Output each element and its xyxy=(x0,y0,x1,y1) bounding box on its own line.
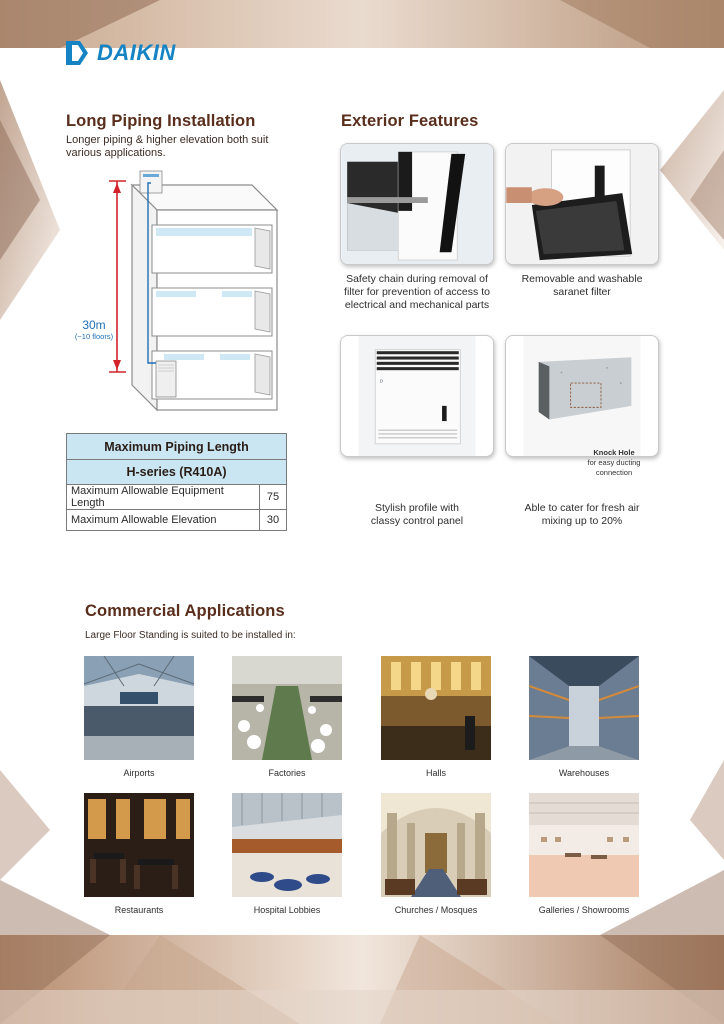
app-label-warehouses: Warehouses xyxy=(558,768,610,778)
hospital-lobbies-photo xyxy=(232,793,342,897)
caption-line: Safety chain during removal of xyxy=(346,273,488,285)
app-label-halls: Halls xyxy=(425,768,446,778)
app-label-airports: Airports xyxy=(123,768,155,778)
feature-photo-knock-hole xyxy=(505,335,659,457)
daikin-logo-icon xyxy=(66,41,96,65)
knock-hole-callout xyxy=(574,448,654,478)
feature-photo-unit-front xyxy=(340,335,494,457)
restaurant-photo-icon xyxy=(84,793,194,897)
restaurants-photo xyxy=(84,793,194,897)
galleries-showrooms-photo xyxy=(529,793,639,897)
table-header: Maximum Piping Length xyxy=(67,434,287,460)
feature-photo-saranet-filter xyxy=(505,143,659,265)
piping-title: Long Piping Installation xyxy=(66,112,256,130)
hospital-lobby-photo-icon xyxy=(232,793,342,897)
table-series: H-series (R410A) xyxy=(67,460,287,485)
callout-line: connection xyxy=(595,468,633,477)
callout-line: for easy ducting xyxy=(587,458,641,467)
row-label: Maximum Allowable Elevation xyxy=(67,510,260,531)
church-photo-icon xyxy=(381,793,491,897)
row-value: 30 xyxy=(260,510,287,531)
churches-mosques-photo xyxy=(381,793,491,897)
factory-photo-icon xyxy=(232,656,342,760)
caption-line: Able to cater for fresh air xyxy=(524,502,640,514)
airports-photo xyxy=(84,656,194,760)
caption-line: classy control panel xyxy=(370,515,464,527)
app-label-galleries-showrooms: Galleries / Showrooms xyxy=(538,905,630,915)
commercial-title: Commercial Applications xyxy=(85,602,285,620)
app-label-hospital-lobbies: Hospital Lobbies xyxy=(253,905,321,915)
feature-caption-3 xyxy=(332,502,502,528)
row-value: 75 xyxy=(260,485,287,510)
caption-line: saranet filter xyxy=(553,286,611,298)
indoor-unit-icon xyxy=(156,361,176,397)
row-label: Maximum Allowable Equipment Length xyxy=(67,485,260,510)
brand-name: DAIKIN xyxy=(97,40,176,65)
exterior-title: Exterior Features xyxy=(341,112,479,130)
table-row xyxy=(67,485,287,510)
warehouses-photo xyxy=(529,656,639,760)
app-label-restaurants: Restaurants xyxy=(114,905,164,915)
unit-brand-mark: D xyxy=(379,378,384,384)
height-label: 30m xyxy=(82,318,106,332)
callout-title: Knock Hole xyxy=(593,448,635,457)
caption-line: Stylish profile with xyxy=(374,502,460,514)
piping-subtitle xyxy=(66,134,268,160)
caption-line: mixing up to 20% xyxy=(541,515,623,527)
feature-caption-2 xyxy=(497,273,667,299)
height-arrow xyxy=(109,181,126,372)
warehouse-photo-icon xyxy=(529,656,639,760)
unit-front-photo-icon xyxy=(341,336,493,456)
commercial-subtitle: Large Floor Standing is suited to be installed in: xyxy=(85,630,296,641)
app-label-churches-mosques: Churches / Mosques xyxy=(394,905,478,915)
height-note: (~10 floors) xyxy=(74,332,114,341)
piping-subtitle-line-2: various applications. xyxy=(66,147,166,159)
feature-caption-4 xyxy=(497,502,667,528)
caption-line: electrical and mechanical parts xyxy=(344,299,490,311)
building-diagram xyxy=(100,165,285,415)
caption-line: Removable and washable xyxy=(521,273,643,285)
airport-photo-icon xyxy=(84,656,194,760)
feature-photo-filter-removal xyxy=(340,143,494,265)
saranet-filter-photo-icon xyxy=(506,144,658,264)
height-label-group xyxy=(70,318,118,341)
caption-line: filter for prevention of access to xyxy=(344,286,490,298)
factories-photo xyxy=(232,656,342,760)
app-label-factories: Factories xyxy=(268,768,306,778)
daikin-logo xyxy=(66,40,176,66)
piping-length-table xyxy=(66,433,287,531)
gallery-photo-icon xyxy=(529,793,639,897)
table-row xyxy=(67,510,287,531)
hall-photo-icon xyxy=(381,656,491,760)
halls-photo xyxy=(381,656,491,760)
piping-subtitle-line-1: Longer piping & higher elevation both suit xyxy=(66,134,269,146)
feature-caption-1 xyxy=(332,273,502,312)
filter-removal-photo-icon xyxy=(341,144,493,264)
knock-hole-photo-icon xyxy=(506,336,658,456)
